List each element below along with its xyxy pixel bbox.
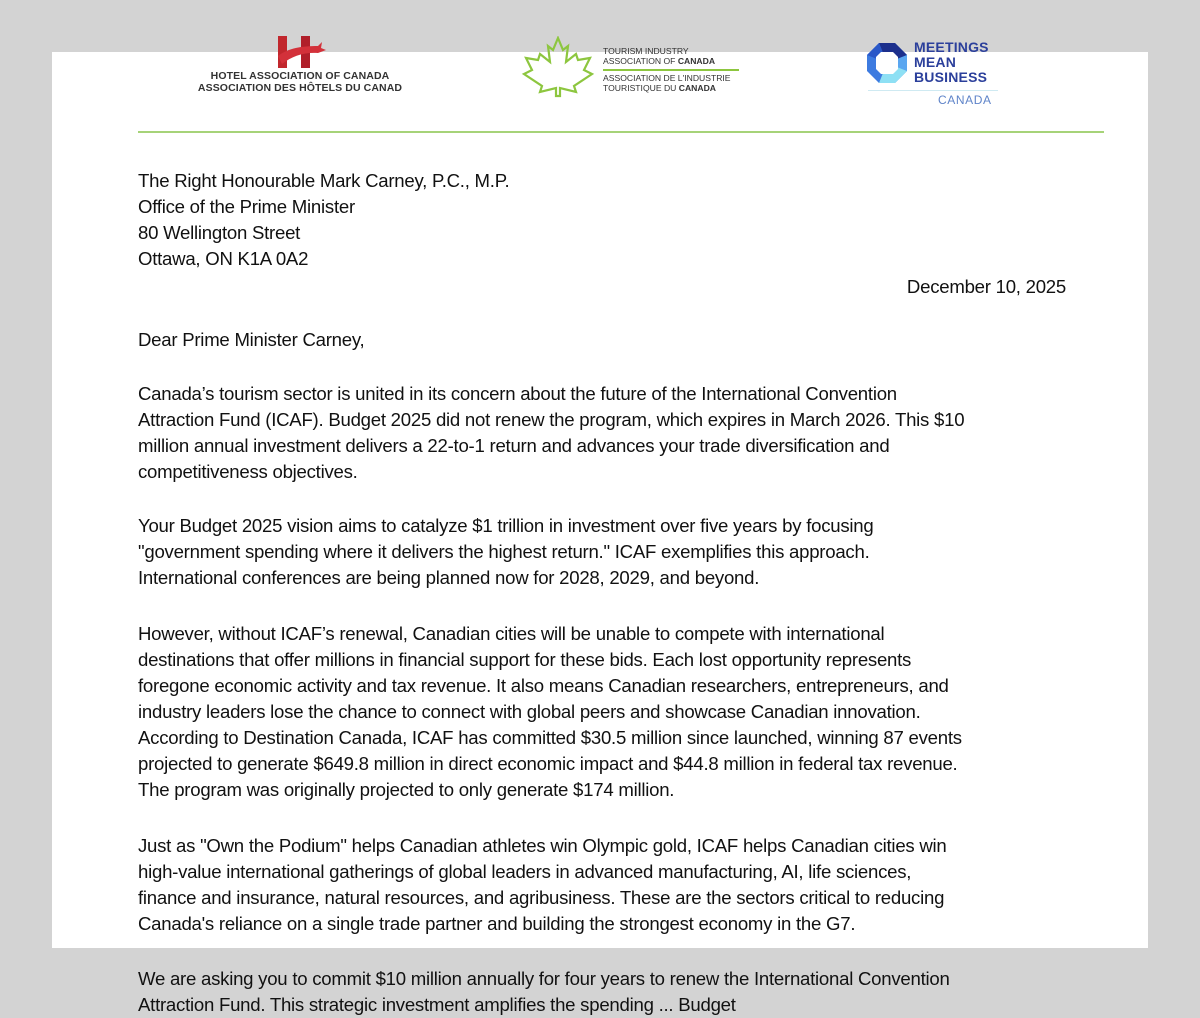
hac-logo — [190, 34, 410, 106]
paragraph-line: International conferences are being planned now for 2028, 2029, and beyond. — [138, 567, 760, 588]
tiac-divider — [603, 69, 739, 71]
paragraph-line: destinations that offer millions in financial support for these bids. Each lost opportunity represents — [138, 649, 912, 670]
paragraph-line: We are asking you to commit $10 million annually for four years to renew the International Convention — [138, 968, 950, 989]
mmb-canada: CANADA — [938, 93, 992, 107]
paragraph-4 — [138, 833, 1078, 937]
mmb-line1: MEETINGS — [914, 39, 989, 55]
mmb-line2: MEAN — [914, 54, 957, 70]
paragraph-line: Canada’s tourism sector is united in its concern about the future of the International Convention — [138, 383, 897, 404]
paragraph-line: According to Destination Canada, ICAF has committed $30.5 million since launched, winning 87 events — [138, 727, 962, 748]
paragraph-line: competitiveness objectives. — [138, 461, 358, 482]
letterhead-divider — [138, 131, 1104, 133]
octagon-ring-icon — [866, 42, 908, 84]
paragraph-line: industry leaders lose the chance to connect with global peers and showcase Canadian innovation. — [138, 701, 921, 722]
hac-name-en: HOTEL ASSOCIATION OF CANADA — [210, 70, 390, 82]
paragraph-line: Canada's reliance on a single trade partner and building the strongest economy in the G7. — [138, 913, 856, 934]
recipient-office: Office of the Prime Minister — [138, 196, 355, 217]
recipient-street: 80 Wellington Street — [138, 222, 301, 243]
paragraph-line: million annual investment delivers a 22-to-1 return and advances your trade diversification and — [138, 435, 890, 456]
paragraph-5 — [138, 966, 1078, 1018]
tiac-line4: TOURISTIQUE DU CANADA — [603, 82, 717, 93]
paragraph-line: However, without ICAF’s renewal, Canadian cities will be unable to compete with international — [138, 623, 885, 644]
recipient-address — [138, 168, 509, 272]
tiac-line1: TOURISM INDUSTRY — [603, 46, 689, 56]
hac-h-maple-icon — [274, 34, 326, 70]
mmb-logo — [864, 40, 1014, 110]
paragraph-line: projected to generate $649.8 million in direct economic impact and $44.8 million in federal tax revenue. — [138, 753, 958, 774]
paragraph-line: Attraction Fund. This strategic investment amplifies the spending ... Budget — [138, 994, 736, 1015]
paragraph-line: finance and insurance, natural resources, and agribusiness. These are the sectors critical to reducing — [138, 887, 945, 908]
paragraph-line: Your Budget 2025 vision aims to catalyze $1 trillion in investment over five years by focusing — [138, 515, 874, 536]
mmb-line3: BUSINESS — [914, 69, 988, 85]
maple-leaf-outline-icon — [520, 36, 596, 98]
letter-date: December 10, 2025 — [906, 276, 1066, 297]
paragraph-2 — [138, 513, 1068, 591]
paragraph-3 — [138, 621, 1083, 803]
hac-name-fr: ASSOCIATION DES HÔTELS DU CANAD — [197, 82, 403, 94]
paragraph-1 — [138, 381, 1068, 485]
recipient-name: The Right Honourable Mark Carney, P.C., M.P. — [138, 170, 510, 191]
paragraph-line: Just as "Own the Podium" helps Canadian athletes win Olympic gold, ICAF helps Canadian cities win — [138, 835, 947, 856]
tiac-line2: ASSOCIATION OF CANADA — [603, 55, 716, 66]
paragraph-line: The program was originally projected to only generate $174 million. — [138, 779, 675, 800]
recipient-city: Ottawa, ON K1A 0A2 — [138, 248, 309, 269]
mmb-divider — [868, 90, 998, 91]
tiac-logo — [520, 36, 750, 100]
paragraph-line: foregone economic activity and tax revenue. It also means Canadian researchers, entrepreneurs, and — [138, 675, 949, 696]
paragraph-line: Attraction Fund (ICAF). Budget 2025 did not renew the program, which expires in March 2026. This $10 — [138, 409, 965, 430]
tiac-line3: ASSOCIATION DE L'INDUSTRIE — [603, 73, 731, 83]
paragraph-line: high-value international gatherings of global leaders in advanced manufacturing, AI, life sciences, — [138, 861, 912, 882]
paragraph-line: "government spending where it delivers the highest return." ICAF exemplifies this approach. — [138, 541, 870, 562]
salutation: Dear Prime Minister Carney, — [138, 329, 365, 350]
